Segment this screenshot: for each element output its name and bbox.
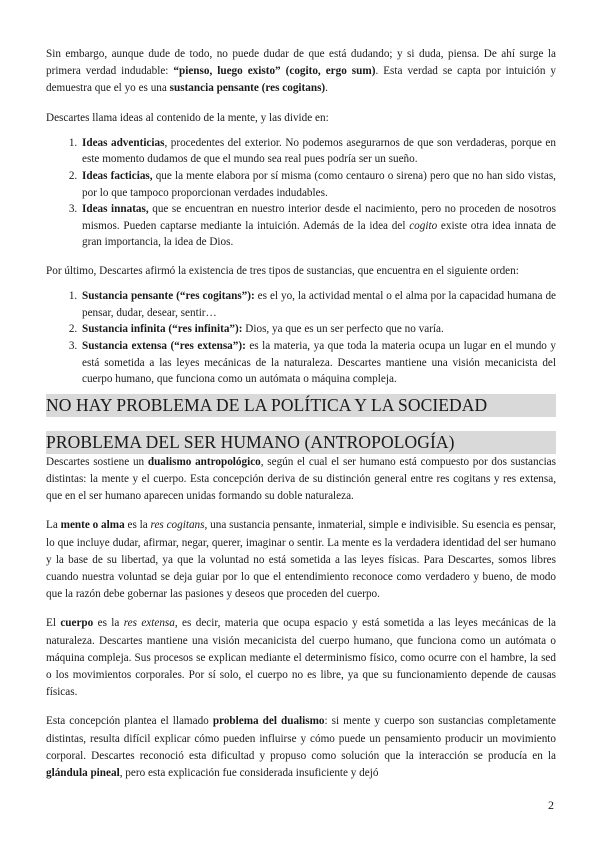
res-cogitans-italic: res cogitans bbox=[150, 519, 205, 532]
text: . bbox=[325, 82, 328, 95]
text: Esta concepción plantea el llamado bbox=[46, 715, 213, 728]
list-item bbox=[80, 201, 556, 251]
document-page bbox=[46, 46, 556, 782]
mente-bold: mente o alma bbox=[60, 519, 125, 532]
text: . Esta verdad se capta por intuición y demuestra que el yo es una bbox=[46, 65, 557, 95]
item-text: es la materia, ya que toda la materia ocupa un lugar en el mundo y está sometida a las leyes mecánicas de la naturaleza. Descartes mantiene una visión mecanicista del cuerpo humano, que funciona como un autómata o máquina compleja. bbox=[82, 339, 556, 386]
cogito-bold: “pienso, luego existo” (cogito, ergo sum) bbox=[173, 65, 376, 78]
item-text: existe otra idea innata de gran importancia, la idea de Dios. bbox=[82, 219, 557, 249]
substances-list bbox=[46, 288, 556, 388]
page-number: 2 bbox=[548, 798, 554, 812]
list-item bbox=[80, 288, 556, 321]
dualismo-paragraph bbox=[46, 454, 556, 506]
mente-paragraph bbox=[46, 517, 556, 603]
item-italic: cogito bbox=[409, 219, 438, 232]
item-text: , procedentes del exterior. No podemos asegurarnos de que son verdaderas, porque en este momento dudamos de que el mundo sea real pues podría ser un sueño. bbox=[82, 136, 556, 166]
cuerpo-paragraph bbox=[46, 615, 556, 701]
item-text: que la mente elabora por sí misma (como centauro o sirena) pero que no han sido vistas, por lo que tampoco proporcionan verdades indudables. bbox=[82, 170, 556, 199]
text: es la bbox=[93, 617, 124, 630]
glandula-bold: glándula pineal bbox=[46, 766, 120, 779]
text: : si mente y cuerpo son sustancias completamente distintas, resulta difícil explicar cómo pueden influirse y cómo puede un pensamiento producir un movimiento corporal. Descartes reconoció esta dificultad y propuso como solución que la interacción se producía en la bbox=[46, 715, 556, 762]
text: es la bbox=[124, 519, 151, 532]
item-label: Ideas innatas, bbox=[82, 203, 149, 216]
list-item bbox=[80, 338, 556, 388]
heading-politica: NO HAY PROBLEMA DE LA POLÍTICA Y LA SOCIEDAD bbox=[46, 394, 556, 417]
cuerpo-bold: cuerpo bbox=[60, 617, 94, 630]
text: Sin embargo, aunque dude de todo, no puede dudar de que está dudando; y si duda, piensa. De ahí surge la primera verdad indudable: bbox=[46, 48, 556, 78]
text: , es decir, materia que ocupa espacio y está sometida a las leyes mecánicas de la naturaleza. Descartes mantiene una visión mecanicista del cuerpo humano, que funciona como un autómata o máquina compleja. Sus procesos se explican mediante el determinismo físico, como ocurre con el hambre, la sed o los movimientos corporales. Por sí solo, el cuerpo no es libre, ya que su funcionamiento depende de causas físicas. bbox=[46, 617, 556, 699]
list-item bbox=[80, 135, 556, 168]
item-label: Sustancia infinita (“res infinita”): bbox=[82, 323, 243, 336]
list-item bbox=[80, 321, 556, 338]
item-text: Dios, ya que es un ser perfecto que no varía. bbox=[242, 323, 444, 336]
list-item bbox=[80, 168, 556, 201]
ideas-intro: Descartes llama ideas al contenido de la mente, y las divide en: bbox=[46, 111, 329, 124]
item-label: Ideas facticias, bbox=[82, 170, 153, 182]
res-cogitans-bold: sustancia pensante (res cogitans) bbox=[169, 82, 326, 95]
heading-ser-humano: PROBLEMA DEL SER HUMANO (ANTROPOLOGÍA) bbox=[46, 431, 556, 454]
ideas-list bbox=[46, 135, 556, 251]
item-label: Sustancia extensa (“res extensa”): bbox=[82, 339, 246, 352]
problema-bold: problema del dualismo bbox=[212, 715, 325, 728]
substances-intro: Por último, Descartes afirmó la existencia de tres tipos de sustancias, que encuentra en el siguiente orden: bbox=[46, 264, 519, 277]
text: , pero esta explicación fue considerada insuficiente y dejó bbox=[119, 766, 379, 779]
text: , una sustancia pensante, inmaterial, simple e indivisible. Su esencia es pensar, lo que incluye dudar, afirmar, negar, querer, imaginar o sentir. La mente es la verdadera identidad del ser humano y la base de su libertad, ya que la voluntad no está sometida a las leyes físicas. Para Descartes, somos libres cuando nuestra voluntad se deja guiar por lo que el entendimiento reconoce como verdadero y bueno, de modo que la razón debe gobernar las pasiones y deseos que proceden del cuerpo. bbox=[46, 519, 556, 601]
text: La bbox=[46, 519, 61, 532]
text: , según el cual el ser humano está compuesto por dos sustancias distintas: la mente y el cuerpo. Esta concepción deriva de su distinción general entre res cogitans y res extensa, que en el ser humano aparecen unidas formando su doble naturaleza. bbox=[46, 455, 557, 503]
item-label: Ideas adventicias bbox=[82, 136, 165, 149]
item-text: es el yo, la actividad mental o el alma por la capacidad humana de pensar, dudar, desear, sentir… bbox=[82, 290, 556, 319]
res-extensa-italic: res extensa bbox=[123, 617, 175, 630]
problema-paragraph bbox=[46, 713, 556, 782]
cogito-paragraph bbox=[46, 46, 556, 98]
item-label: Sustancia pensante (“res cogitans”): bbox=[82, 290, 255, 303]
item-text: que se encuentran en nuestro interior desde el nacimiento, pero no proceden de nosotros mismos. Pueden captarse mediante la intuición. Además de la idea del bbox=[82, 203, 556, 232]
text: Descartes sostiene un bbox=[46, 455, 148, 468]
text: El bbox=[46, 617, 61, 630]
dualismo-bold: dualismo antropológico bbox=[147, 455, 261, 468]
